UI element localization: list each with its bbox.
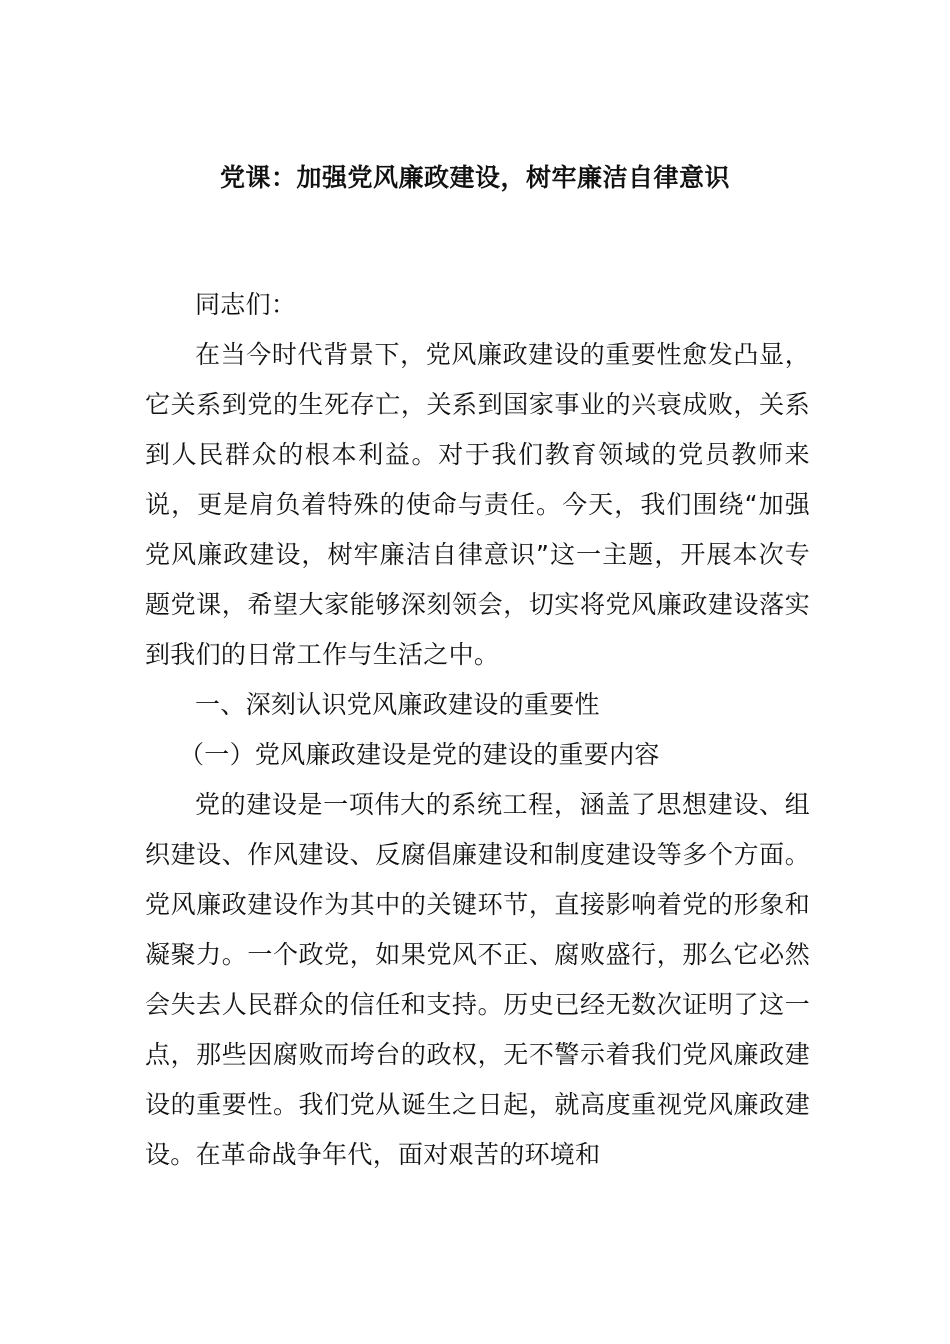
subsection-heading-1-1: （一）党风廉政建设是党的建设的重要内容	[179, 740, 660, 769]
document-body	[145, 280, 810, 1180]
intro-paragraph: 在当今时代背景下，党风廉政建设的重要性愈发凸显，它关系到党的生死存亡，关系到国家事业的兴衰成败，关系到人民群众的根本利益。对于我们教育领域的党员教师来说，更是肩负着特殊的使命与责任。今天，我们围绕“加强党风廉政建设，树牢廉洁自律意识”这一主题，开展本次专题党课，希望大家能够深刻领会，切实将党风廉政建设落实到我们的日常工作与生活之中。	[145, 340, 810, 669]
document-title: 党课：加强党风廉政建设，树牢廉洁自律意识	[219, 163, 730, 192]
salutation: 同志们：	[195, 290, 297, 319]
section-heading-1: 一、深刻认识党风廉政建设的重要性	[195, 690, 600, 719]
subsection-paragraph-1-1: 党的建设是一项伟大的系统工程，涵盖了思想建设、组织建设、作风建设、反腐倡廉建设和制度建设等多个方面。党风廉政建设作为其中的关键环节，直接影响着党的形象和凝聚力。一个政党，如果党风不正、腐败盛行，那么它必然会失去人民群众的信任和支持。历史已经无数次证明了这一点，那些因腐败而垮台的政权，无不警示着我们党风廉政建设的重要性。我们党从诞生之日起，就高度重视党风廉政建设。在革命战争年代，面对艰苦的环境和	[145, 790, 810, 1169]
